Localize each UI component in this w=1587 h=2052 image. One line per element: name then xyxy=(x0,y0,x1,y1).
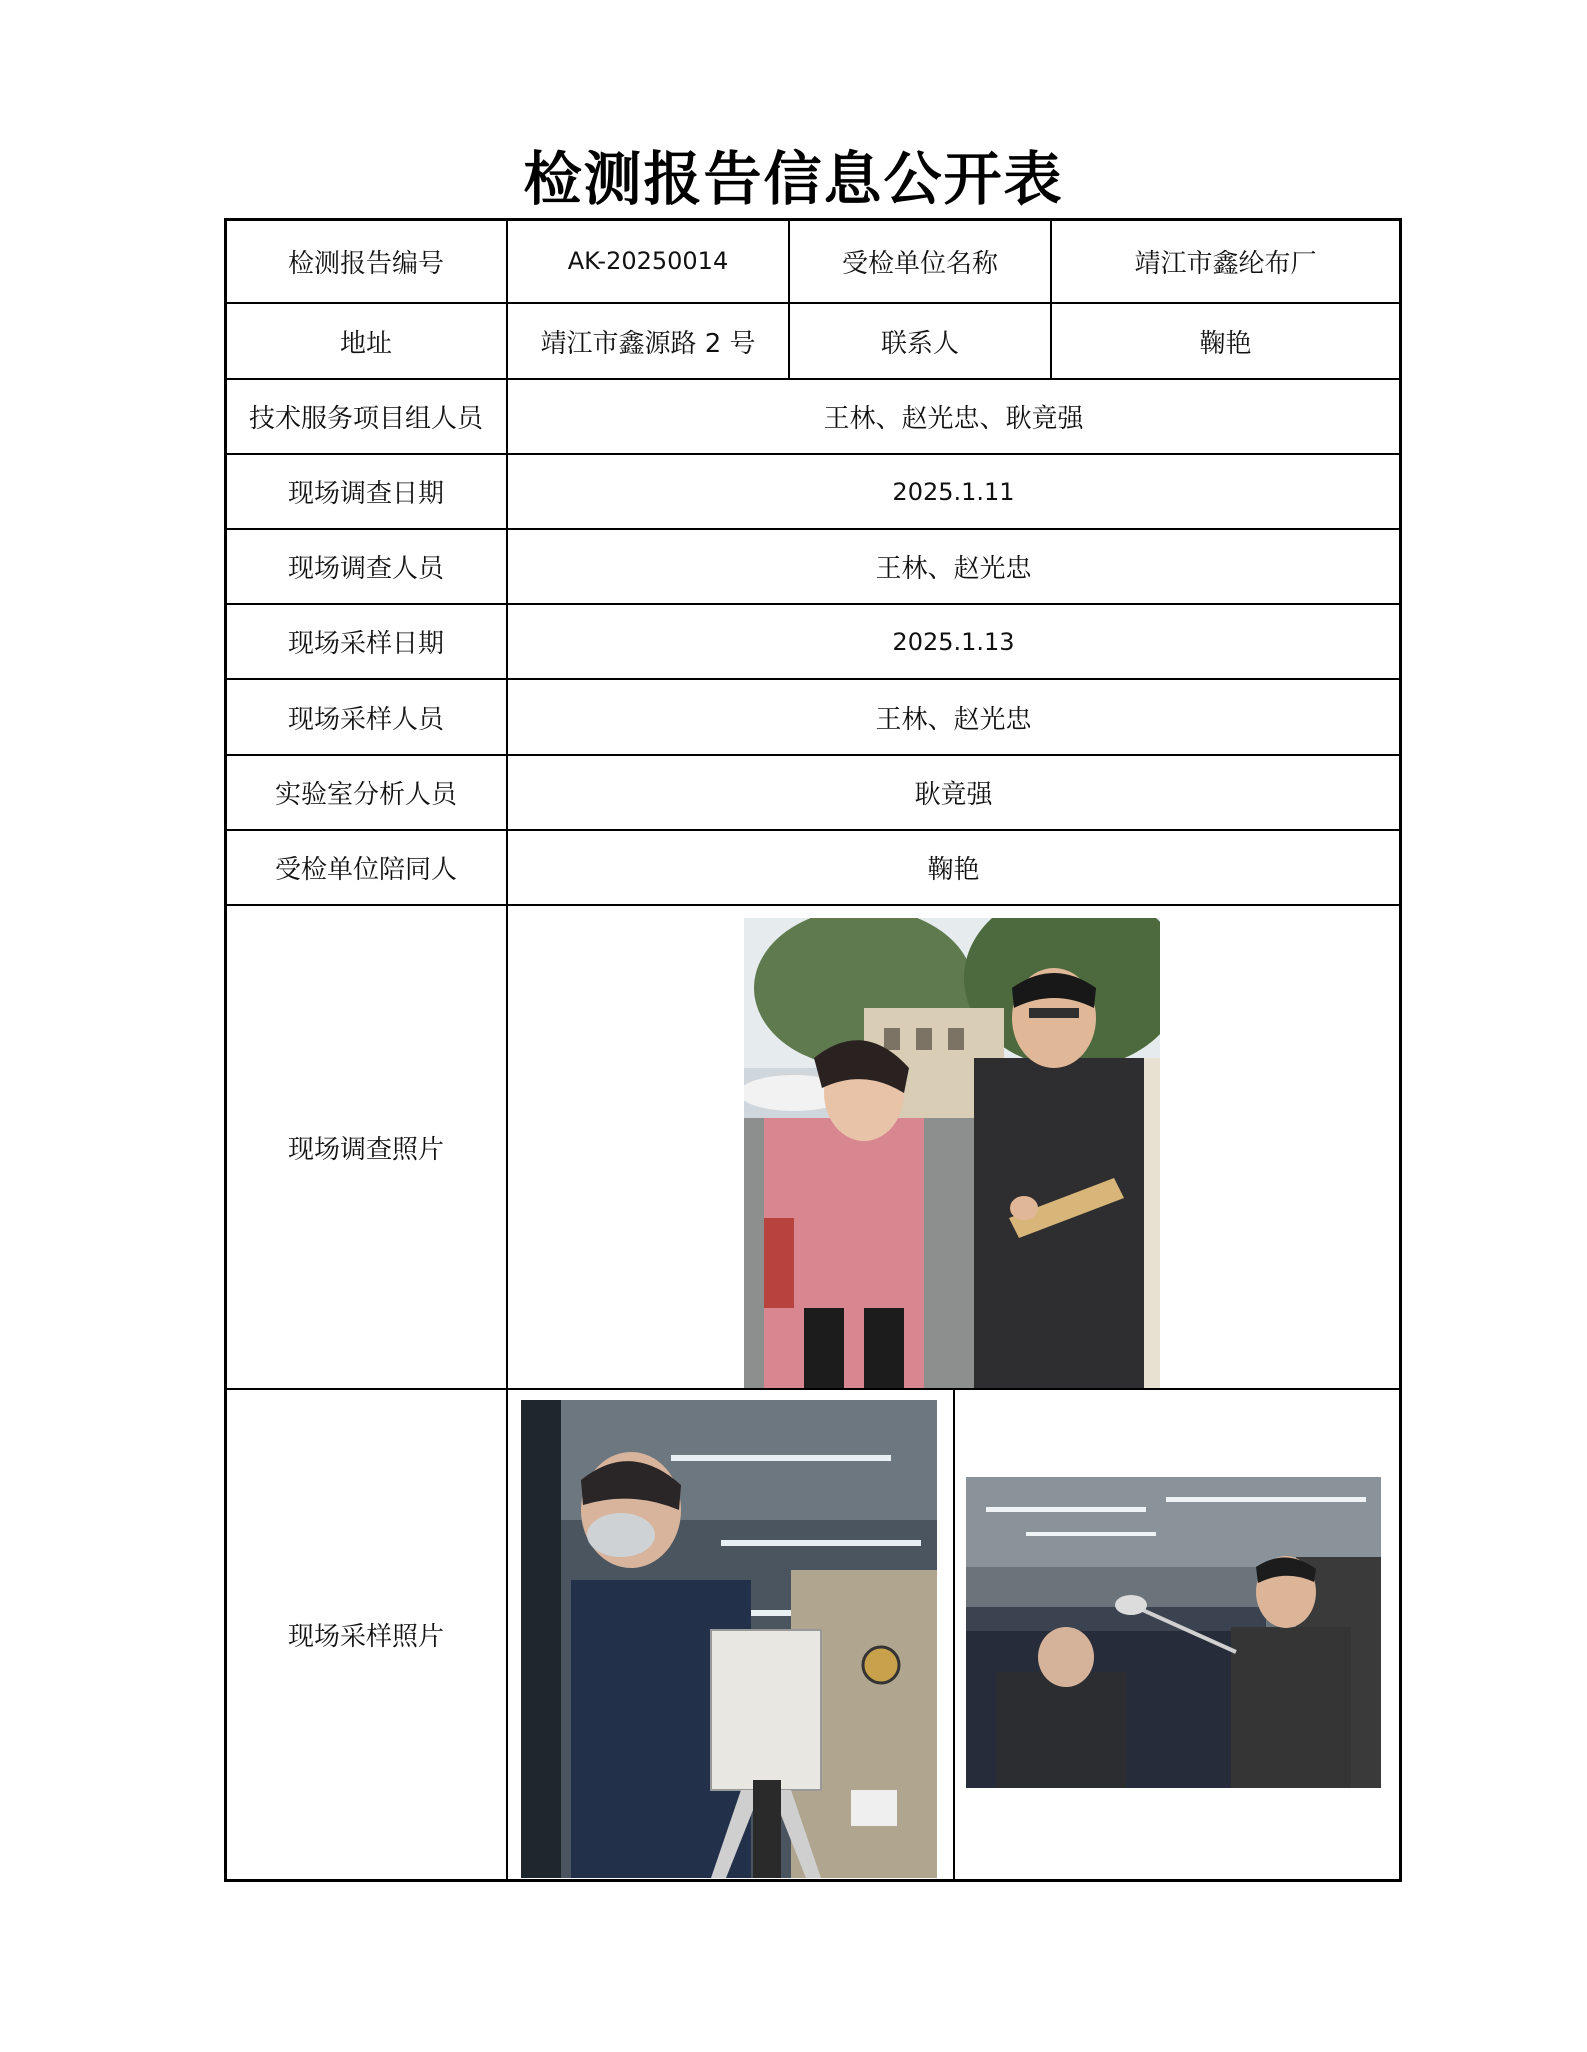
sample-photo-1 xyxy=(521,1400,937,1878)
sample-date-label: 现场采样日期 xyxy=(287,629,444,659)
survey-staff-label: 现场调查人员 xyxy=(287,554,444,584)
survey-staff-value: 王林、赵光忠 xyxy=(875,554,1032,584)
sample-staff-label: 现场采样人员 xyxy=(287,704,444,735)
unit-name-label: 受检单位名称 xyxy=(841,248,998,279)
address-label: 地址 xyxy=(339,328,392,359)
info-table xyxy=(224,218,1402,1882)
survey-photo-label: 现场调查照片 xyxy=(287,1134,444,1165)
contact-value: 鞠艳 xyxy=(1199,328,1252,359)
sample-photo-label: 现场采样照片 xyxy=(287,1622,444,1652)
survey-photo xyxy=(744,918,1160,1388)
table-border-bottom xyxy=(224,1879,1402,1882)
sample-staff-value: 王林、赵光忠 xyxy=(875,704,1032,735)
sample-date-value: 2025.1.13 xyxy=(892,627,1015,656)
sample-photo-2 xyxy=(966,1477,1381,1788)
col-divider xyxy=(953,1388,955,1882)
lab-staff-value: 耿竟强 xyxy=(914,780,993,810)
escort-label: 受检单位陪同人 xyxy=(274,855,457,885)
team-label: 技术服务项目组人员 xyxy=(248,404,483,434)
survey-date-label: 现场调查日期 xyxy=(287,479,444,509)
report-no-value: AK-20250014 xyxy=(567,247,729,275)
team-value: 王林、赵光忠、耿竟强 xyxy=(823,404,1084,434)
table-border-right xyxy=(1399,218,1402,1882)
report-no-label: 检测报告编号 xyxy=(287,248,444,279)
survey-date-value: 2025.1.11 xyxy=(892,477,1015,506)
address-value: 靖江市鑫源路 2 号 xyxy=(540,328,756,359)
contact-label: 联系人 xyxy=(880,328,959,359)
page-title: 检测报告信息公开表 xyxy=(523,145,1064,213)
escort-value: 鞠艳 xyxy=(927,855,980,885)
lab-staff-label: 实验室分析人员 xyxy=(274,780,457,810)
unit-name-value: 靖江市鑫纶布厂 xyxy=(1134,248,1317,279)
